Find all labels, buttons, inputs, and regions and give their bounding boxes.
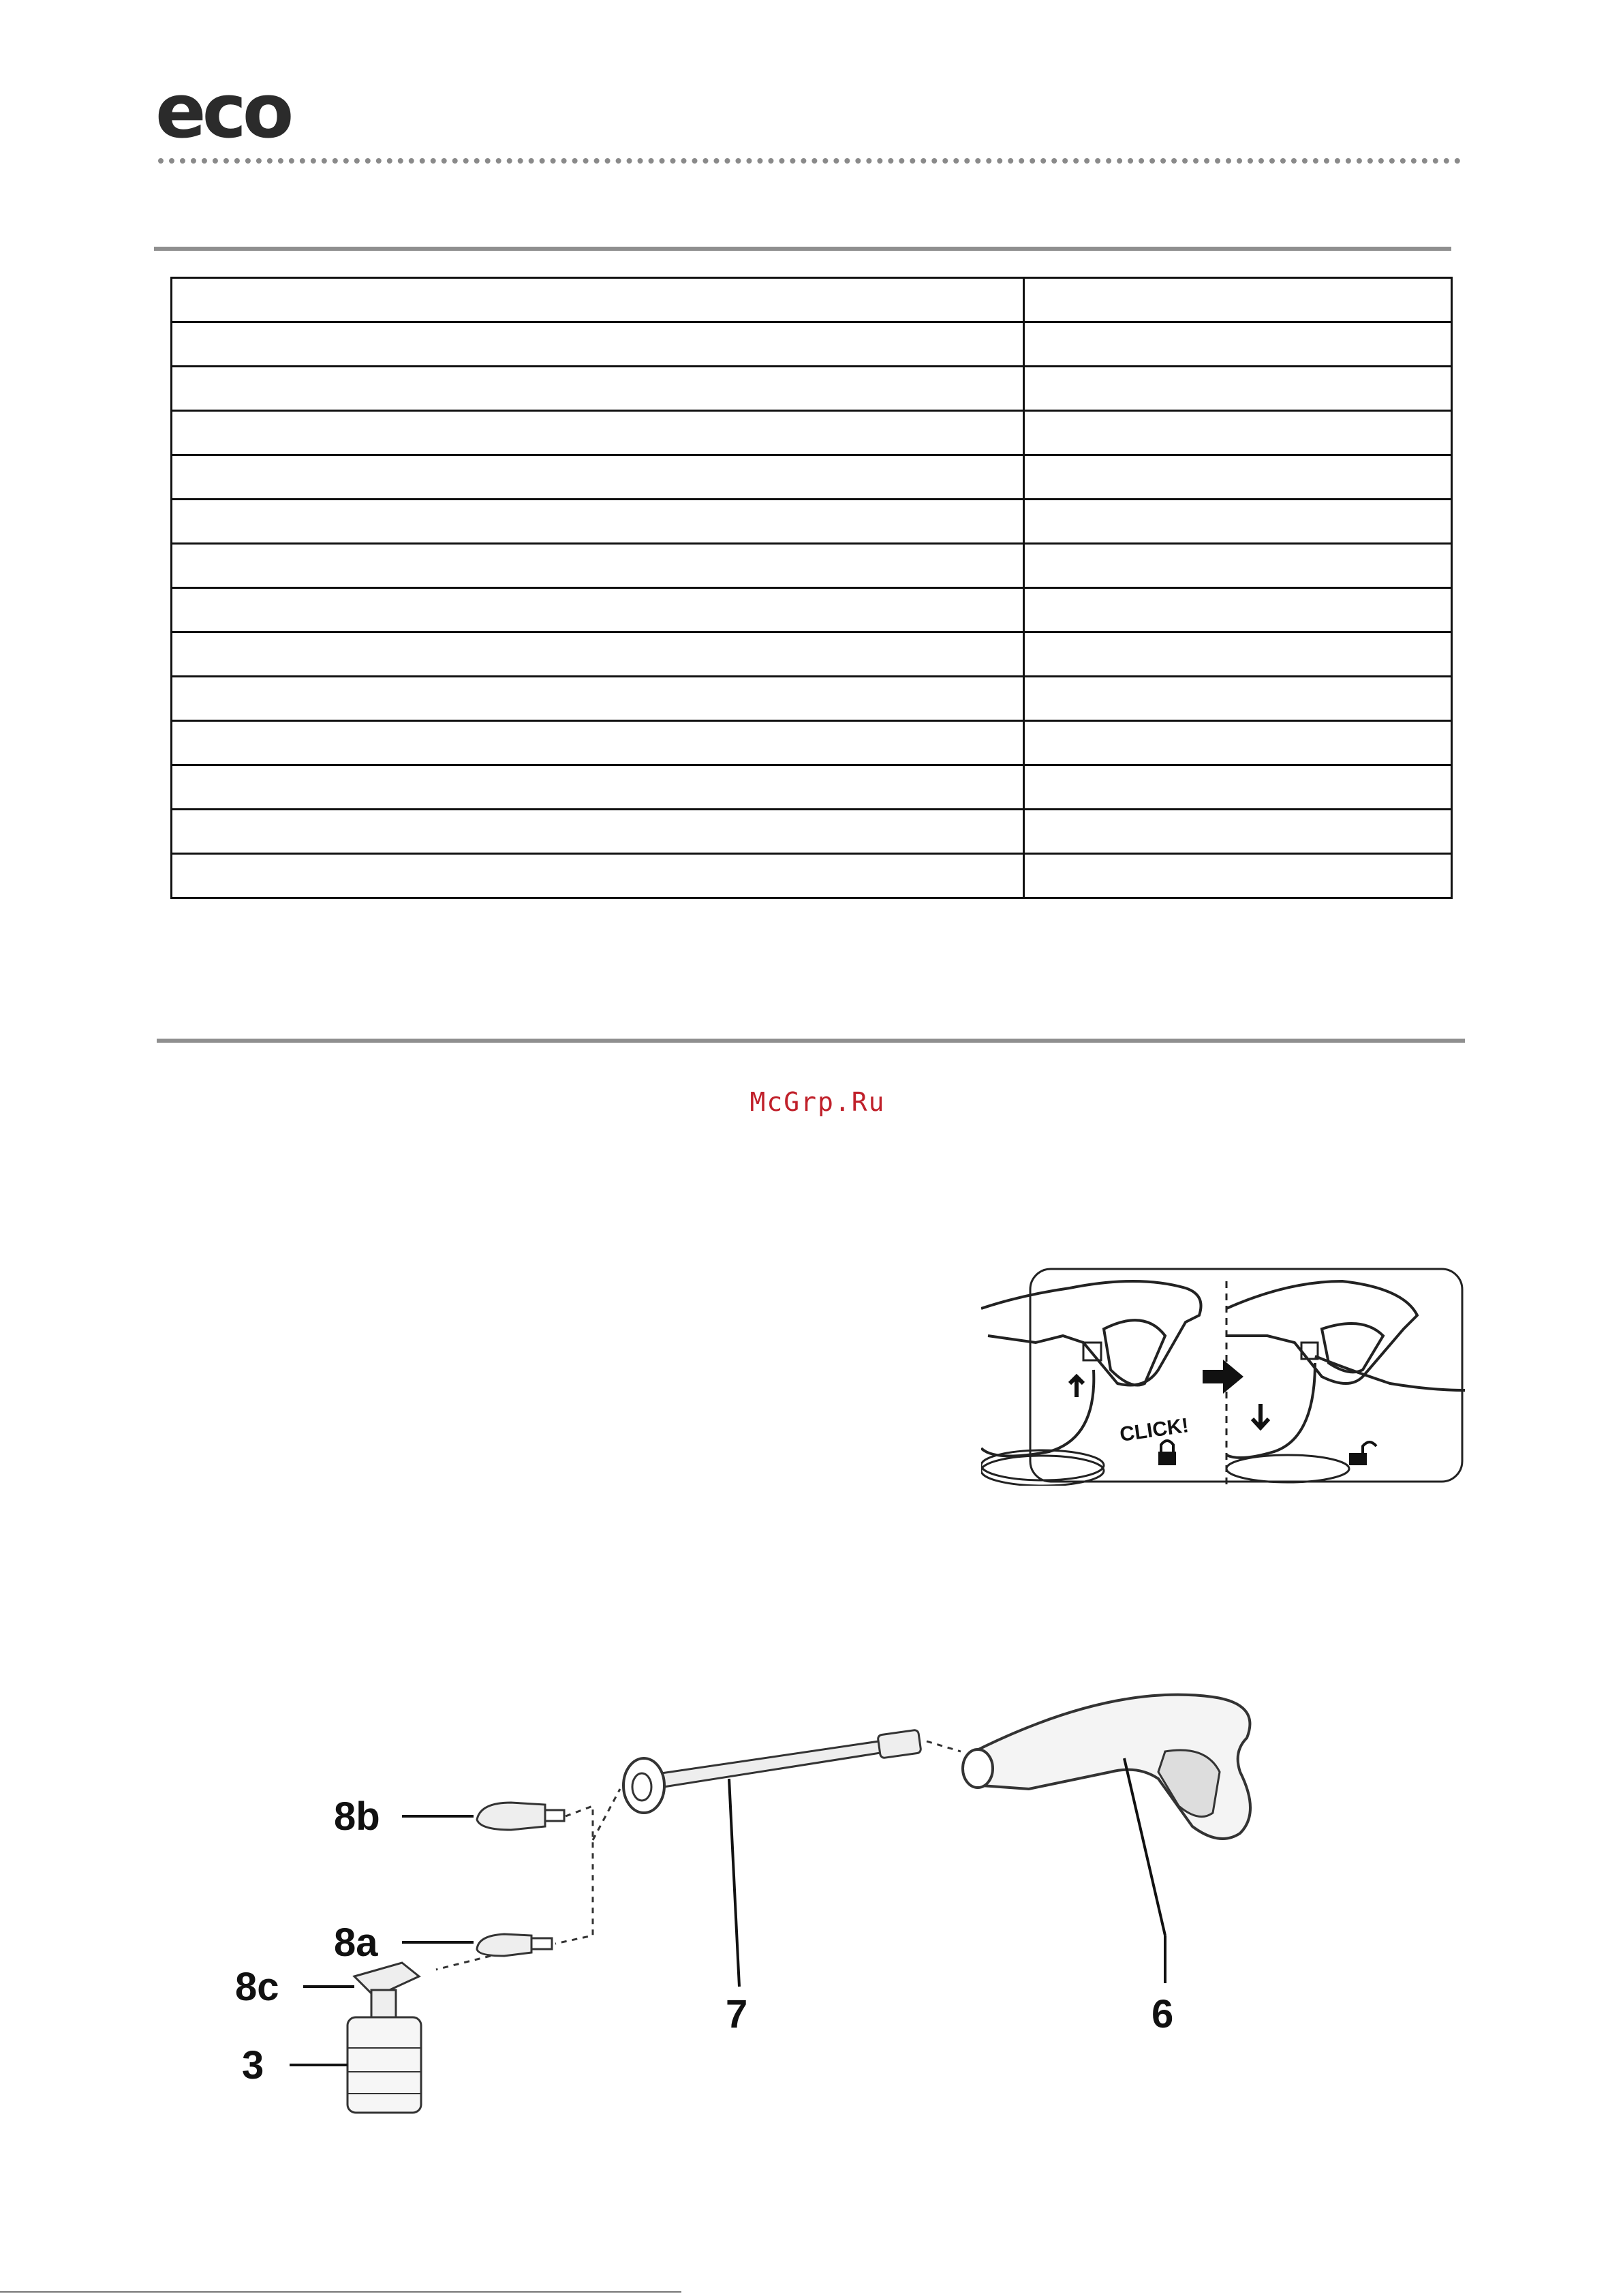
table-cell-value (1024, 632, 1452, 677)
lance-coupler (623, 1758, 664, 1813)
click-label: CLICK! (1118, 1414, 1190, 1446)
turbo-nozzle (477, 1803, 545, 1830)
table-cell-parameter (172, 322, 1024, 367)
table-cell-value (1024, 455, 1452, 500)
table-cell-parameter (172, 721, 1024, 765)
table-row (172, 322, 1452, 367)
label-3: 3 (242, 2043, 264, 2087)
adjustable-nozzle (477, 1934, 531, 1956)
table-cell-value (1024, 588, 1452, 632)
spray-gun-left (981, 1281, 1201, 1386)
table-row (172, 411, 1452, 455)
lance-connector (878, 1730, 921, 1758)
table-cell-parameter (172, 278, 1024, 322)
table-cell-parameter (172, 455, 1024, 500)
hand-outline (1315, 1356, 1465, 1390)
header-dotted-divider (158, 158, 1461, 164)
section-divider-bottom (157, 1039, 1465, 1043)
table-row (172, 544, 1452, 588)
table-cell-value (1024, 322, 1452, 367)
gun-trigger (1158, 1750, 1220, 1817)
table-row (172, 721, 1452, 765)
arrow-up-icon (1070, 1377, 1083, 1397)
arrow-right-icon (1203, 1360, 1243, 1394)
hose-coil-right (1226, 1455, 1349, 1482)
lance-tube (647, 1741, 880, 1789)
table-cell-parameter (172, 544, 1024, 588)
table-cell-parameter (172, 677, 1024, 721)
table-cell-parameter (172, 632, 1024, 677)
lock-open-icon (1349, 1453, 1367, 1465)
label-8a: 8a (334, 1920, 378, 1965)
section-divider-top (154, 247, 1451, 251)
table-cell-value (1024, 765, 1452, 810)
table-cell-value (1024, 500, 1452, 544)
specification-table (170, 277, 1453, 899)
brand-logo: eco (155, 67, 290, 155)
table-row (172, 810, 1452, 854)
table-cell-parameter (172, 854, 1024, 898)
table-row (172, 588, 1452, 632)
lock-closed-icon (1158, 1452, 1176, 1465)
table-cell-parameter (172, 810, 1024, 854)
table-row (172, 765, 1452, 810)
table-row (172, 677, 1452, 721)
parts-exploded-view (225, 1677, 1397, 2140)
detergent-bottle (347, 2017, 421, 2113)
table-cell-value (1024, 278, 1452, 322)
table-row (172, 278, 1452, 322)
table-cell-value (1024, 411, 1452, 455)
label-8c: 8c (235, 1965, 279, 2009)
label-8b: 8b (334, 1794, 380, 1839)
table-cell-value (1024, 677, 1452, 721)
gun-inlet (963, 1749, 993, 1788)
trigger-left (1104, 1320, 1165, 1385)
footer-line (0, 2291, 681, 2293)
table-row (172, 632, 1452, 677)
table-row (172, 500, 1452, 544)
label-7: 7 (726, 1992, 748, 2036)
table-cell-parameter (172, 765, 1024, 810)
table-row (172, 367, 1452, 411)
table-cell-value (1024, 810, 1452, 854)
table-cell-parameter (172, 367, 1024, 411)
table-cell-value (1024, 854, 1452, 898)
label-6: 6 (1151, 1992, 1174, 2036)
table-cell-value (1024, 721, 1452, 765)
table-cell-parameter (172, 588, 1024, 632)
watermark: McGrp.Ru (749, 1087, 886, 1117)
table-cell-parameter (172, 500, 1024, 544)
table-cell-parameter (172, 411, 1024, 455)
table-cell-value (1024, 367, 1452, 411)
table-row (172, 854, 1452, 898)
table-cell-value (1024, 544, 1452, 588)
arrow-down-icon (1252, 1404, 1269, 1428)
table-row (172, 455, 1452, 500)
trigger-lock-illustration (981, 1268, 1465, 1486)
